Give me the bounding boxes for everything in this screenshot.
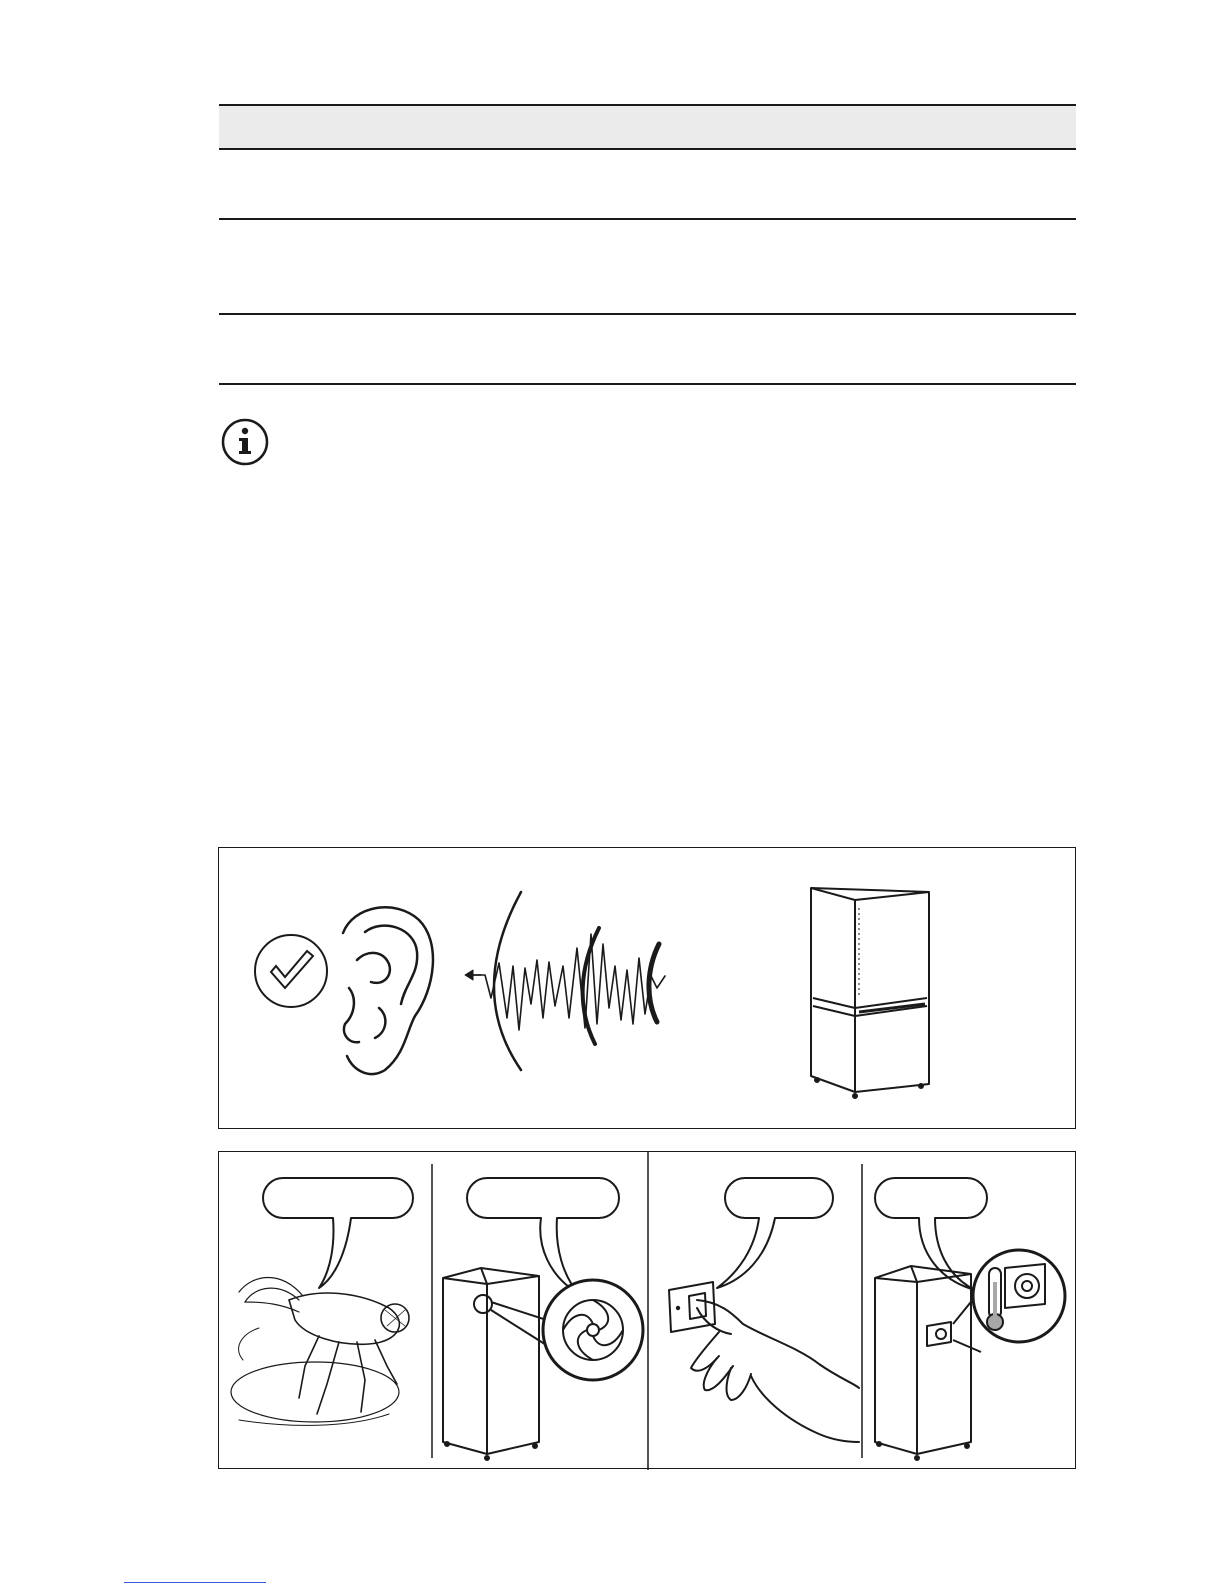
fan-icon	[443, 1268, 643, 1460]
speech-bubble	[467, 1178, 619, 1294]
info-icon	[221, 418, 269, 466]
footer-rule	[124, 1582, 266, 1583]
table-row	[219, 315, 1076, 385]
spec-table	[219, 104, 1076, 385]
checkmark-icon	[255, 935, 327, 1007]
noise-sources-panel	[218, 1151, 1076, 1469]
table-row	[219, 150, 1076, 220]
fly-icon	[231, 1278, 409, 1426]
speech-bubble	[263, 1178, 413, 1288]
table-header-row	[219, 104, 1076, 150]
table-row	[219, 220, 1076, 315]
speech-bubble	[717, 1178, 833, 1288]
fridge-freezer-icon	[811, 888, 929, 1098]
light-switch-hand-icon	[669, 1282, 859, 1442]
ear-icon	[343, 907, 433, 1074]
sound-wave-icon	[465, 892, 665, 1070]
noise-illustration-panel	[218, 847, 1076, 1129]
thermostat-icon	[875, 1250, 1065, 1460]
